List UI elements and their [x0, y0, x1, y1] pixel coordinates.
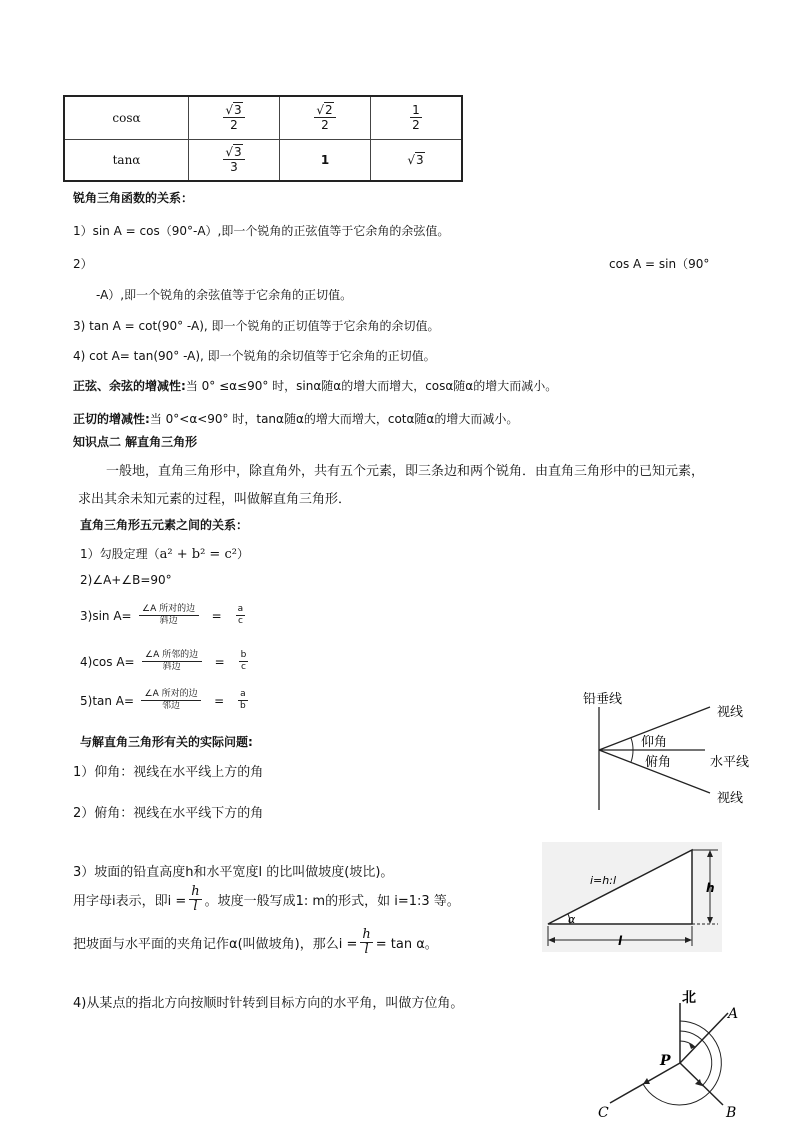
cell-tan-60: √3	[371, 139, 463, 181]
table-row	[64, 96, 462, 139]
l-label: l	[618, 934, 623, 948]
table-row	[64, 139, 462, 181]
sin-monotonic: 正弦、余弦的增减性:当 0° ≤α≤90° 时，sinα随α的增大而增大，cosα随α的增大而减小。	[73, 379, 558, 393]
relation-4: 4) cot A= tan(90° -A), 即一个锐角的余切值等于它余角的正切值。	[73, 349, 436, 363]
row-label-cos: cosα	[64, 96, 189, 139]
sin-definition: 3)sin A= $\frac{\text{∠A 所对的边}}{\text{斜边}}$ = $\frac{a}{c}$	[80, 604, 244, 626]
north-label: 北	[682, 990, 696, 1006]
point-A-label: A	[728, 1006, 739, 1022]
cell-cos-30: $\frac{√3}{2}$	[189, 96, 280, 139]
elements-heading: 直角三角形五元素之间的关系：	[80, 518, 249, 532]
cell-cos-60: $\frac{1}{2}$	[371, 96, 463, 139]
relation-1: 1）sin A = cos（90°-A）,即一个锐角的正弦值等于它余角的余弦值。	[73, 224, 450, 238]
relations-heading: 锐角三角函数的关系：	[73, 191, 194, 205]
section-title: 知识点二 解直角三角形	[73, 435, 198, 449]
paragraph-line-1: 一般地，直角三角形中，除直角外，共有五个元素，即三条边和两个锐角．由直角三角形中的已知元素，	[106, 464, 705, 479]
paragraph-line-2: 求出其余未知元素的过程，叫做解直角三角形．	[78, 492, 352, 507]
pythagorean: 1）勾股定理（a² + b² = c²）	[80, 547, 249, 562]
relation-2-formula: cos A = sin（90°	[609, 257, 710, 271]
depression-definition: 2）俯角：视线在水平线下方的角	[73, 806, 264, 821]
bearing-definition: 4)从某点的指北方向按顺时针转到目标方向的水平角，叫做方位角。	[73, 996, 464, 1011]
angle-sum: 2)∠A+∠B=90°	[80, 573, 172, 587]
depression-arc	[631, 750, 633, 762]
cell-cos-45: $\frac{√2}{2}$	[280, 96, 371, 139]
relation-2-cont: -A）,即一个锐角的余弦值等于它余角的正切值。	[96, 288, 353, 302]
slope-figure	[542, 842, 722, 952]
cos-definition: 4)cos A= $\frac{\text{∠A 所邻的边}}{\text{斜边}}$ = $\frac{b}{c}$	[80, 650, 247, 672]
practical-heading: 与解直角三角形有关的实际问题:	[80, 735, 253, 749]
tan-definition: 5)tan A= $\frac{\text{∠A 所对的边}}{\text{邻边}}$ = $\frac{a}{b}$	[80, 689, 246, 711]
slope-definition-1: 3）坡面的铅直高度h和水平宽度l 的比叫做坡度(坡比)。	[73, 865, 394, 880]
sight-up-label: 视线	[717, 705, 744, 720]
bearing-figure	[590, 985, 760, 1123]
point-C-label: C	[598, 1105, 609, 1121]
alpha-label: α	[568, 913, 576, 926]
h-label: h	[706, 881, 715, 895]
row-label-tan: tanα	[64, 139, 189, 181]
tan-monotonic: 正切的增减性:当 0°<α<90° 时，tanα随α的增大而增大，cotα随α的增大而减小。	[73, 412, 519, 426]
slope-ratio-label: i=h:l	[590, 874, 617, 887]
elevation-arc	[631, 738, 633, 750]
cell-tan-30: $\frac{√3}{3}$	[189, 139, 280, 181]
relation-3: 3) tan A = cot(90° -A), 即一个锐角的正切值等于它余角的余切值。	[73, 319, 440, 333]
angle-figure	[575, 685, 765, 815]
point-B-label: B	[726, 1105, 737, 1121]
slope-definition-2: 用字母i表示，即i = $\frac{h}{l}$ 。坡度一般写成1: m的形式，如 i=1:3 等。	[73, 884, 460, 914]
horizontal-label: 水平线	[710, 755, 750, 770]
relation-2-number: 2）	[73, 257, 93, 271]
trig-table	[63, 95, 463, 182]
cell-tan-45: 1	[280, 139, 371, 181]
arc-C	[643, 1021, 721, 1105]
point-P-label: P	[660, 1053, 671, 1069]
depression-label: 俯角	[645, 755, 672, 770]
slope-definition-3: 把坡面与水平面的夹角记作α(叫做坡角)，那么i = $\frac{h}{l}$ = tan α。	[73, 927, 438, 957]
sight-down-label: 视线	[717, 791, 744, 806]
elevation-label: 仰角	[641, 735, 668, 750]
plumb-label: 铅垂线	[583, 692, 623, 707]
elevation-definition: 1）仰角：视线在水平线上方的角	[73, 765, 264, 780]
